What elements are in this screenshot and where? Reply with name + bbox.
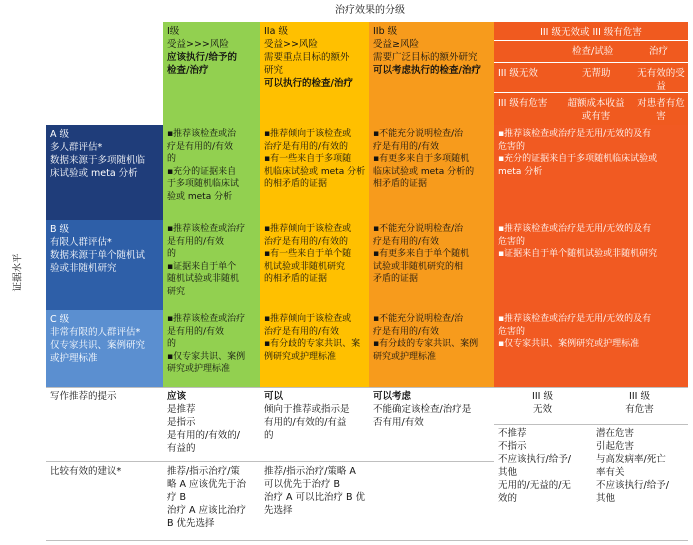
cell-a-class-2b: ▪不能充分说明检查/治 疗是有用的/有效 ▪有更多来自于多项随机 临床试验或 meta 分析的 相矛盾的证据 — [369, 125, 494, 220]
level-b-header: B 级 有限人群评估* 数据来源于单个随机试 验或非随机研究 — [46, 220, 163, 310]
cell-c-class-2b: ▪不能充分说明检查/治 疗是有用的/有效 ▪有分歧的专家共识、案例 研究或护理标准 — [369, 310, 494, 387]
class-3-title: III 级无效或 III 级有危害 — [540, 27, 642, 38]
writing-tips-label: 写作推荐的提示 — [50, 391, 117, 402]
class-3-col-treatment: 治疗 — [649, 46, 669, 57]
class-3-harm-test: 超额成本收益或有害 — [567, 98, 625, 122]
class-2b-header: IIb 级 受益≥风险 需要广泛目标的额外研究 可以考虑执行的检查/治疗 — [369, 22, 494, 125]
writing-class-2b: 可以考虑 不能确定该检查/治疗是 否有用/有效 — [373, 391, 472, 428]
cell-b-class-3: ▪推荐该检查或治疗是无用/无效的及有 危害的 ▪证据来自于单个随机试验或非随机研究 — [494, 220, 688, 310]
class-3-header — [494, 22, 688, 125]
comparative-class-2a: 推荐/指示治疗/策略 A 可以优先于治疗 B 治疗 A 可以比治疗 B 优 先选择 — [264, 466, 366, 516]
table-title: 治疗效果的分级 — [335, 5, 405, 16]
cell-a-class-3: ▪推荐该检查或治疗是无用/无效的及有 危害的 ▪充分的证据来自于多项随机临床试验或 meta 分析 — [494, 125, 688, 220]
level-c-header: C 级 非常有限的人群评估* 仅专家共识、案例研究 或护理标准 — [46, 310, 163, 387]
class-3-harm-treatment: 对患者有危害 — [637, 98, 685, 122]
cell-c-class-1: ▪推荐该检查或治疗 是有用的/有效 的 ▪仅专家共识、案例 研究或护理标准 — [163, 310, 260, 387]
level-a-header: A 级 多人群评估* 数据来源于多项随机临 床试验或 meta 分析 — [46, 125, 163, 220]
cell-b-class-2b: ▪不能充分说明检查/治 疗是有用的/有效 ▪有更多来自于单个随机 试验或非随机研究的相 矛盾的证据 — [369, 220, 494, 310]
class-3-row-no-benefit-label: III 级无效 — [498, 68, 538, 79]
writing-class-1: 应该 是推荐 是指示 是有用的/有效的/ 有益的 — [167, 391, 240, 454]
cell-a-class-2a: ▪推荐倾向于该检查或 治疗是有用的/有效的 ▪有一些来自于多项随 机临床试验或 meta 分析 的相矛盾的证据 — [260, 125, 369, 220]
class-3-no-benefit-test: 无帮助 — [582, 68, 611, 79]
class-2a-header: IIa 级 受益>>风险 需要重点目标的额外 研究 可以执行的检查/治疗 — [260, 22, 369, 125]
class-3-no-benefit-treatment: 无有效的受益 — [637, 68, 685, 92]
cell-c-class-2a: ▪推荐倾向于该检查或 治疗是有用的/有效 ▪有分歧的专家共识、案 例研究或护理标准 — [260, 310, 369, 387]
cell-c-class-3: ▪推荐该检查或治疗是无用/无效的及有 危害的 ▪仅专家共识、案例研究或护理标准 — [494, 310, 688, 387]
evidence-level-axis-label: 证据水平 — [12, 253, 24, 292]
class-1-header: I级 受益>>>风险 应该执行/给予的 检查/治疗 — [163, 22, 260, 125]
writing-class-3-no-benefit-head: III 级 无效 — [532, 391, 553, 415]
writing-class-3-no-benefit: 不推荐 不指示 不应该执行/给予/ 其他 无用的/无益的/无 效的 — [498, 428, 571, 504]
class-3-col-test: 检查/试验 — [572, 46, 614, 57]
class-3-row-harm-label: III 级有危害 — [498, 98, 548, 109]
comparative-class-1: 推荐/指示治疗/策 略 A 应该优先于治 疗 B 治疗 A 应该比治疗 B 优先选择 — [167, 466, 247, 529]
writing-class-2a: 可以 倾向于推荐或指示是 有用的/有效的/有益 的 — [264, 391, 350, 441]
cell-b-class-1: ▪推荐该检查或治疗 是有用的/有效 的 ▪证据来自于单个 随机试验或非随机 研究 — [163, 220, 260, 310]
comparative-label: 比较有效的建议* — [50, 466, 122, 477]
cell-b-class-2a: ▪推荐倾向于该检查或 治疗是有用的/有效的 ▪有一些来自于单个随 机试验或非随机研究 的相矛盾的证据 — [260, 220, 369, 310]
writing-class-3-harm-head: III 级 有危害 — [625, 391, 654, 415]
cell-a-class-1: ▪推荐该检查或治 疗是有用的/有效 的 ▪充分的证据来自 于多项随机临床试 验或 meta 分析 — [163, 125, 260, 220]
writing-class-3-harm: 潜在危害 引起危害 与高发病率/死亡 率有关 不应该执行/给予/ 其他 — [596, 428, 669, 504]
